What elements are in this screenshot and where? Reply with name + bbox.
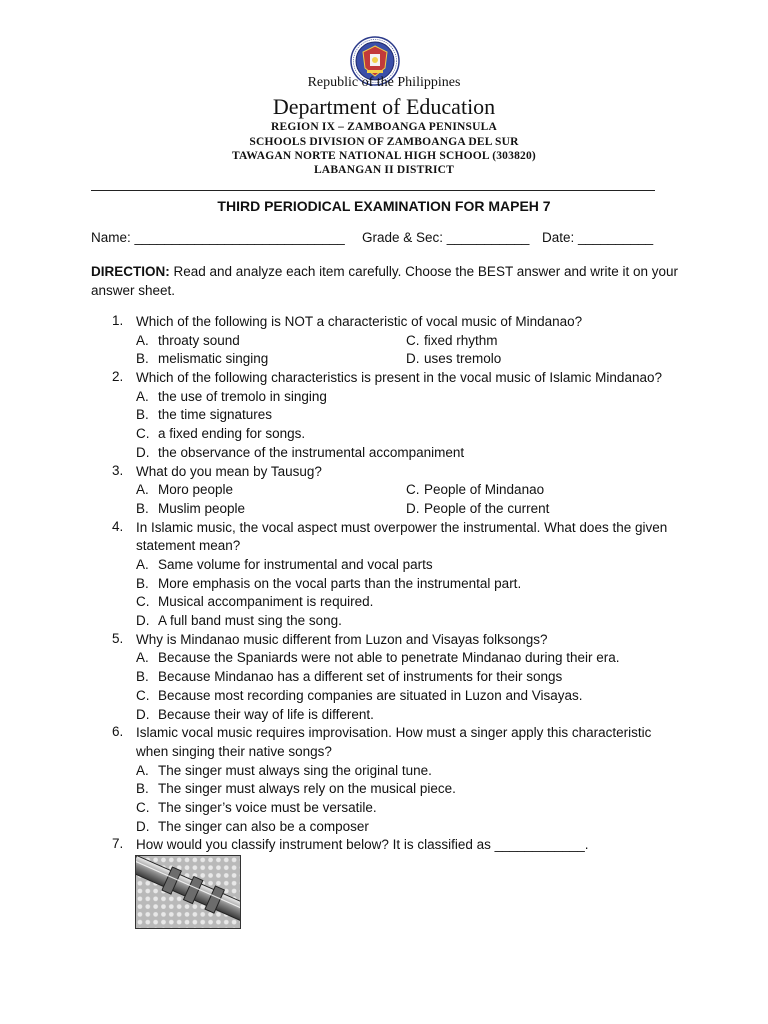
option-text: Same volume for instrumental and vocal parts: [158, 557, 433, 573]
question-text: Which of the following is NOT a characteristic of vocal music of Mindanao?: [136, 314, 583, 329]
question-text: Which of the following characteristics is present in the vocal music of Islamic Mindanao?: [136, 370, 662, 386]
answer-options: [0, 481, 768, 518]
option-row: [0, 612, 768, 631]
option-row: [0, 500, 768, 519]
option-text: a fixed ending for songs.: [158, 426, 306, 442]
option-letter: D.: [136, 818, 150, 834]
question-item: [0, 313, 768, 369]
option-letter: D.: [136, 444, 150, 460]
question-number: 7.: [112, 836, 124, 852]
question-item: [0, 463, 768, 519]
option-text: throaty sound: [158, 332, 240, 348]
option-letter: B.: [136, 407, 149, 423]
option-row: [0, 406, 768, 425]
question-number: 3.: [112, 462, 124, 478]
question-item: [0, 836, 768, 855]
option-letter: C.: [406, 332, 420, 348]
answer-options: [0, 762, 768, 837]
option-text: Because the Spaniards were not able to penetrate Mindanao during their era.: [158, 650, 620, 666]
option-letter: A.: [136, 557, 149, 573]
option-letter: C.: [136, 687, 150, 703]
option-row: [0, 668, 768, 687]
option-text: The singer must always rely on the musical piece.: [158, 781, 456, 797]
question-number: 2.: [112, 369, 124, 385]
answer-options: [0, 332, 768, 369]
school-text: TAWAGAN NORTE NATIONAL HIGH SCHOOL (303820): [232, 150, 536, 162]
option-text: People of the current: [424, 500, 550, 516]
option-letter: B.: [136, 575, 149, 591]
direction-text: Read and analyze each item carefully. Choose the BEST answer and write it on your answer sheet.: [91, 264, 679, 298]
option-letter: A.: [136, 388, 149, 404]
question-item: [0, 724, 768, 836]
option-letter: A.: [136, 482, 149, 498]
option-text: Because their way of life is different.: [158, 706, 374, 722]
question-item: [0, 519, 768, 631]
option-row: [0, 350, 768, 369]
answer-options: [0, 649, 768, 724]
option-letter: A.: [136, 332, 149, 348]
republic-text: Republic of the Philippines: [307, 75, 461, 90]
option-row: [0, 444, 768, 463]
option-letter: D.: [406, 500, 420, 516]
option-text: People of Mindanao: [424, 482, 545, 498]
option-text: A full band must sing the song.: [158, 613, 342, 629]
question-item: [0, 369, 768, 462]
option-row: [0, 706, 768, 725]
direction-paragraph: [91, 262, 681, 300]
district-text: LABANGAN II DISTRICT: [313, 164, 455, 176]
option-letter: B.: [136, 781, 149, 797]
option-row: [0, 481, 768, 500]
option-letter: D.: [136, 613, 150, 629]
option-row: [0, 687, 768, 706]
option-text: Because Mindanao has a different set of instruments for their songs: [158, 669, 563, 685]
instrument-image: [135, 855, 241, 929]
option-text: Moro people: [158, 482, 234, 498]
option-text: The singer must always sing the original tune.: [158, 762, 432, 778]
option-letter: A.: [136, 762, 149, 778]
name-field[interactable]: Name: ____________________________: [91, 230, 345, 245]
question-number: 6.: [112, 724, 124, 740]
question-text: In Islamic music, the vocal aspect must overpower the instrumental. What does the given statement mean?: [136, 519, 668, 554]
option-text: melismatic singing: [158, 351, 269, 367]
grade-section-field[interactable]: Grade & Sec: ___________: [362, 230, 530, 245]
option-text: the time signatures: [158, 407, 273, 423]
question-text: Islamic vocal music requires improvisation. How must a singer apply this characteristic when singing their native songs?: [136, 725, 652, 759]
option-text: Muslim people: [158, 500, 246, 516]
question-text: Why is Mindanao music different from Luzon and Visayas folksongs?: [136, 631, 548, 647]
option-letter: C.: [136, 426, 150, 442]
option-letter: B.: [136, 500, 149, 516]
option-row: [0, 593, 768, 612]
exam-title: THIRD PERIODICAL EXAMINATION FOR MAPEH 7: [217, 198, 551, 214]
option-row: [0, 780, 768, 799]
option-letter: C.: [136, 594, 150, 610]
question-text: How would you classify instrument below? It is classified as ____________.: [136, 837, 589, 853]
option-text: The singer’s voice must be versatile.: [158, 800, 377, 815]
option-row: [0, 388, 768, 407]
answer-options: [0, 556, 768, 631]
option-text: fixed rhythm: [424, 332, 498, 348]
question-number: 1.: [112, 313, 124, 328]
option-text: uses tremolo: [424, 351, 502, 367]
header-divider: [91, 190, 655, 191]
option-row: [0, 649, 768, 668]
direction-label: DIRECTION:: [91, 264, 170, 279]
date-field[interactable]: Date: __________: [542, 230, 654, 245]
option-row: [0, 332, 768, 351]
department-title: Department of Education: [272, 94, 496, 119]
answer-options: [0, 388, 768, 463]
division-text: SCHOOLS DIVISION OF ZAMBOANGA DEL SUR: [249, 136, 519, 148]
question-text: What do you mean by Tausug?: [136, 463, 322, 479]
option-letter: B.: [136, 669, 149, 685]
option-letter: A.: [136, 650, 149, 666]
question-number: 4.: [112, 518, 124, 534]
option-letter: C.: [406, 482, 420, 498]
option-text: the observance of the instrumental accompaniment: [158, 444, 465, 460]
option-text: More emphasis on the vocal parts than the instrumental part.: [158, 575, 522, 591]
option-letter: D.: [136, 706, 150, 722]
question-item: [0, 631, 768, 724]
option-row: [0, 818, 768, 837]
option-text: the use of tremolo in singing: [158, 388, 327, 404]
question-list: [0, 313, 768, 855]
option-row: [0, 556, 768, 575]
region-text: REGION IX – ZAMBOANGA PENINSULA: [270, 121, 497, 133]
option-letter: C.: [136, 800, 150, 815]
option-letter: D.: [406, 351, 420, 367]
option-row: [0, 762, 768, 781]
option-text: The singer can also be a composer: [158, 818, 369, 834]
question-number: 5.: [112, 630, 124, 646]
option-row: [0, 425, 768, 444]
option-text: Because most recording companies are situated in Luzon and Visayas.: [158, 687, 583, 703]
option-row: [0, 575, 768, 594]
option-text: Musical accompaniment is required.: [158, 594, 374, 610]
option-row: [0, 799, 768, 818]
option-letter: B.: [136, 351, 149, 367]
